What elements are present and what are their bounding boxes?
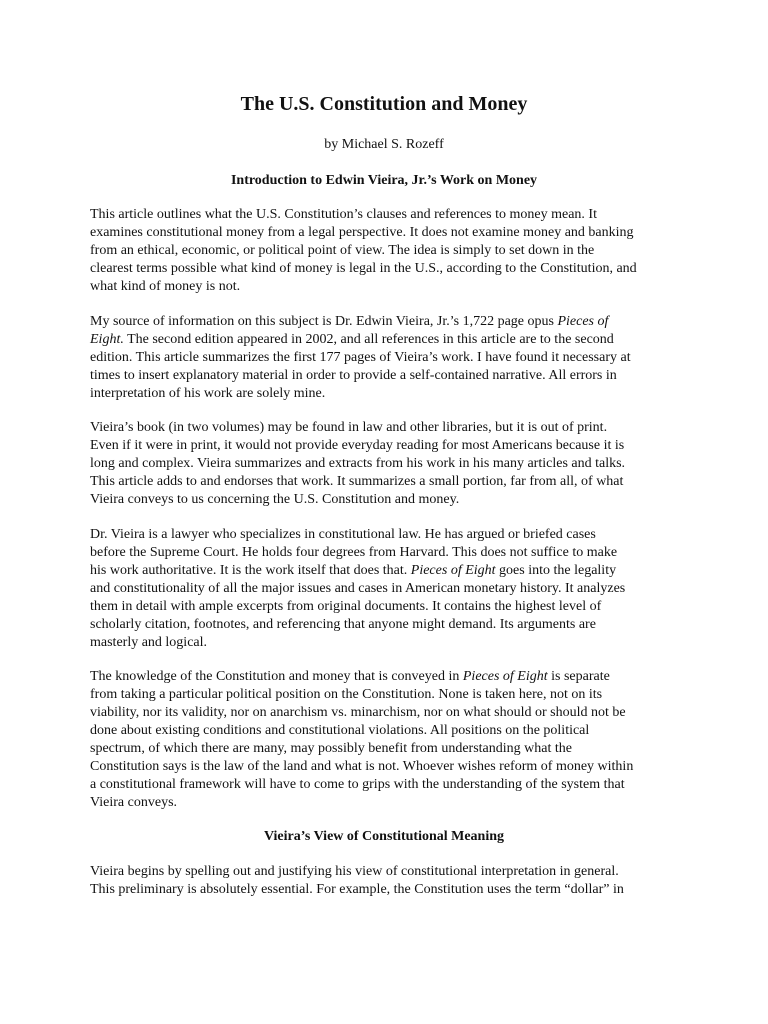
text-line bbox=[90, 668, 690, 686]
text-segment: is separate bbox=[547, 669, 610, 684]
text-segment: his work authoritative. It is the work itself that does that. bbox=[90, 563, 411, 578]
paragraph-5 bbox=[90, 668, 690, 812]
text-line: examines constitutional money from a legal perspective. It does not examine money and banking bbox=[90, 225, 634, 240]
paragraph-1 bbox=[90, 206, 690, 296]
text-line: done about existing conditions and constitutional violations. All positions on the political bbox=[90, 723, 590, 738]
text-line: spectrum, of which there are many, may possibly benefit from understanding what the bbox=[90, 741, 572, 756]
paragraph-6 bbox=[90, 863, 690, 899]
text-line: a constitutional framework will have to come to grips with the understanding of the system that bbox=[90, 777, 625, 792]
text-line: from taking a particular political position on the Constitution. None is taken here, not on its bbox=[90, 687, 603, 702]
text-line: them in detail with ample excerpts from original documents. It contains the highest level of bbox=[90, 599, 602, 614]
book-title: Pieces of Eight bbox=[462, 669, 548, 684]
section-heading-introduction: Introduction to Edwin Vieira, Jr.’s Work on Money bbox=[230, 173, 538, 188]
text-line: times to insert explanatory material in order to provide a self-contained narrative. All errors in bbox=[90, 368, 617, 383]
text-segment: The knowledge of the Constitution and money that is conveyed in bbox=[90, 669, 463, 684]
paragraph-2 bbox=[90, 313, 690, 403]
text-line: scholarly citation, footnotes, and referencing that anyone might demand. Its arguments are bbox=[90, 617, 596, 632]
text-line: viability, nor its validity, nor on anarchism vs. minarchism, nor on what should or should not be bbox=[90, 705, 626, 720]
text-line: Vieira conveys to us concerning the U.S. Constitution and money. bbox=[90, 492, 460, 507]
paragraph-4 bbox=[90, 526, 690, 652]
text-line: long and complex. Vieira summarizes and extracts from his work in his many articles and talks. bbox=[90, 456, 626, 471]
book-title: Eight. bbox=[90, 332, 124, 347]
section-heading-constitutional-meaning: Vieira’s View of Constitutional Meaning bbox=[263, 829, 505, 844]
book-title: Pieces of Eight bbox=[410, 563, 496, 578]
text-line: interpretation of his work are solely mine. bbox=[90, 386, 326, 401]
text-line: Vieira’s book (in two volumes) may be found in law and other libraries, but it is out of print. bbox=[90, 420, 608, 435]
text-line: and constitutionality of all the major issues and cases in American monetary history. It analyzes bbox=[90, 581, 626, 596]
text-line: masterly and logical. bbox=[90, 635, 208, 650]
text-line bbox=[90, 331, 690, 349]
text-line: Constitution says is the law of the land and what is not. Whoever wishes reform of money within bbox=[90, 759, 634, 774]
text-line: Even if it were in print, it would not provide everyday reading for most Americans because it is bbox=[90, 438, 625, 453]
document-title: The U.S. Constitution and Money bbox=[240, 93, 528, 115]
text-line: before the Supreme Court. He holds four degrees from Harvard. This does not suffice to make bbox=[90, 545, 618, 560]
text-line bbox=[90, 313, 690, 331]
text-segment: My source of information on this subject is Dr. Edwin Vieira, Jr.’s 1,722 page opus bbox=[90, 314, 558, 329]
text-line: edition. This article summarizes the first 177 pages of Vieira’s work. I have found it necessary at bbox=[90, 350, 631, 365]
text-segment: The second edition appeared in 2002, and all references in this article are to the second bbox=[123, 332, 614, 347]
text-line: from an ethical, economic, or political point of view. The idea is simply to set down in the bbox=[90, 243, 595, 258]
text-line: This article outlines what the U.S. Constitution’s clauses and references to money mean. It bbox=[90, 207, 597, 222]
paragraph-3 bbox=[90, 419, 690, 509]
text-line: Vieira begins by spelling out and justifying his view of constitutional interpretation in general. bbox=[90, 864, 619, 879]
text-line: clearest terms possible what kind of money is legal in the U.S., according to the Constitution, and bbox=[90, 261, 637, 276]
text-line: This preliminary is absolutely essential. For example, the Constitution uses the term “dollar” in bbox=[90, 882, 624, 897]
book-title: Pieces of bbox=[557, 314, 609, 329]
text-line: what kind of money is not. bbox=[90, 279, 241, 294]
text-line: This article adds to and endorses that work. It summarizes a small portion, far from all, of what bbox=[90, 474, 624, 489]
text-segment: goes into the legality bbox=[495, 563, 617, 578]
text-line bbox=[90, 562, 690, 580]
text-line: Dr. Vieira is a lawyer who specializes in constitutional law. He has argued or briefed cases bbox=[90, 527, 596, 542]
author-byline: by Michael S. Rozeff bbox=[324, 137, 444, 152]
text-line: Vieira conveys. bbox=[90, 795, 178, 810]
